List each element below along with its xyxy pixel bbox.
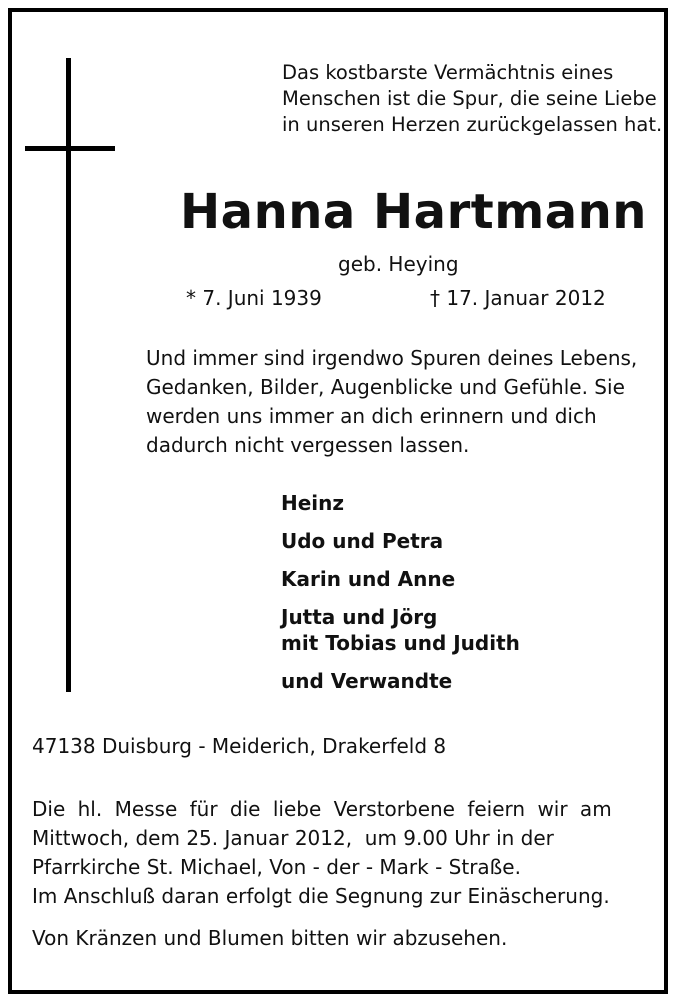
- mourners-list: [281, 490, 520, 694]
- verse-line: werden uns immer an dich erinnern und dich: [146, 404, 597, 428]
- motto-line: Menschen ist die Spur, die seine Liebe: [282, 87, 657, 110]
- mourner-entry: Udo und Petra: [281, 529, 444, 553]
- service-line: Mittwoch, dem 25. Januar 2012, um 9.00 Uhr in der: [32, 826, 554, 850]
- verse-line: Und immer sind irgendwo Spuren deines Lebens,: [146, 346, 638, 370]
- service-line: Die hl. Messe für die liebe Verstorbene feiern wir am: [32, 797, 612, 821]
- mourner-entry: Karin und Anne: [281, 567, 456, 591]
- family-address: 47138 Duisburg - Meiderich, Drakerfeld 8: [32, 734, 447, 758]
- closing-note: Von Kränzen und Blumen bitten wir abzusehen.: [32, 926, 508, 950]
- cross-horizontal-bar: [25, 146, 115, 151]
- verse-line: dadurch nicht vergessen lassen.: [146, 433, 470, 457]
- death-date: † 17. Januar 2012: [430, 286, 606, 310]
- mourner-entry: und Verwandte: [281, 669, 453, 693]
- motto-quote: [282, 60, 663, 138]
- verse-line: Gedanken, Bilder, Augenblicke und Gefühle. Sie: [146, 375, 625, 399]
- cross-vertical-bar: [66, 58, 71, 692]
- service-line: Im Anschluß daran erfolgt die Segnung zur Einäscherung.: [32, 884, 610, 908]
- service-line: Pfarrkirche St. Michael, Von - der - Mark - Straße.: [32, 855, 521, 879]
- motto-line: Das kostbarste Vermächtnis eines: [282, 61, 614, 84]
- deceased-name: Hanna Hartmann: [180, 184, 647, 240]
- mourner-entry: Jutta und Jörg: [281, 605, 438, 629]
- maiden-name: geb. Heying: [338, 252, 459, 276]
- motto-line: in unseren Herzen zurückgelassen hat.: [282, 113, 663, 136]
- funeral-service-info: [32, 795, 644, 911]
- birth-date: * 7. Juni 1939: [186, 286, 322, 310]
- mourner-entry: Heinz: [281, 491, 345, 515]
- mourner-entry: mit Tobias und Judith: [281, 631, 520, 655]
- memorial-verse: [146, 344, 652, 460]
